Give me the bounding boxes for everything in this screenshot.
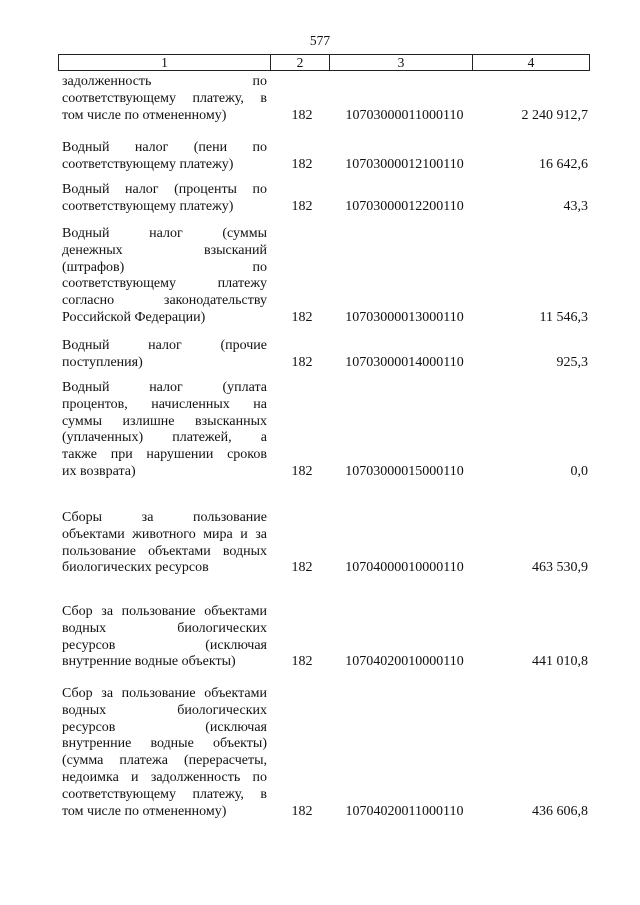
row-description-line: Сбор за пользование объектами [62, 686, 267, 701]
row-description-line: соответствующему платежу [62, 276, 267, 292]
header-col-4: 4 [527, 55, 535, 70]
row-description-line: внутренние водные объекты) [62, 736, 267, 752]
row-description-line: соответствующему платежу, в [62, 90, 267, 106]
row-description-line: соответствующему платежу, в [62, 786, 267, 802]
row-description [62, 510, 267, 577]
row-classification-code: 10703000011000110 [345, 107, 464, 123]
row-amount: 11 546,3 [539, 309, 588, 325]
row-classification-code: 10703000012200110 [345, 198, 464, 214]
row-admin-code: 182 [291, 354, 313, 370]
row-admin-code: 182 [291, 654, 313, 670]
table-row [62, 74, 590, 124]
row-description-line: денежных взысканий [62, 242, 267, 258]
row-description-line: Водный налог (суммы [62, 226, 267, 241]
row-classification-code: 10704020011000110 [345, 803, 464, 819]
table-row [62, 140, 590, 174]
row-description [62, 686, 267, 820]
table-row [62, 338, 590, 372]
header-col-1: 1 [59, 55, 271, 70]
table-row [62, 686, 590, 820]
row-amount: 463 530,9 [532, 560, 588, 576]
row-description-line: (уплаченных) платежей, а [62, 430, 267, 446]
row-admin-code: 182 [291, 107, 313, 123]
row-classification-code: 10703000015000110 [345, 463, 464, 479]
row-admin-code: 182 [291, 463, 313, 479]
row-description-line: Водный налог (прочие [62, 338, 267, 353]
row-amount: 436 606,8 [532, 803, 588, 819]
row-description-line: том числе по отмененному) [62, 107, 227, 123]
row-description [62, 604, 267, 671]
table-row [62, 604, 590, 671]
row-description-line: том числе по отмененному) [62, 803, 227, 819]
row-description-line: внутренние водные объекты) [62, 654, 236, 670]
table-header [58, 54, 590, 71]
table-row [62, 510, 590, 577]
row-description-line: Российской Федерации) [62, 309, 206, 325]
row-classification-code: 10703000012100110 [345, 156, 464, 172]
row-description-line: соответствующему платежу) [62, 156, 234, 172]
row-classification-code: 10703000014000110 [345, 354, 464, 370]
row-description-line: водных биологических [62, 702, 267, 718]
header-col-2: 2 [271, 55, 330, 70]
row-description [62, 140, 267, 174]
row-description-line: пользование объектами водных [62, 543, 267, 559]
row-classification-code: 10704000010000110 [345, 560, 464, 576]
row-amount: 2 240 912,7 [521, 107, 588, 123]
row-description-line: суммы излишне взысканных [62, 413, 267, 429]
row-admin-code: 182 [291, 560, 313, 576]
table-row [62, 380, 590, 481]
row-amount: 925,3 [556, 354, 588, 370]
row-description [62, 380, 267, 481]
row-classification-code: 10703000013000110 [345, 309, 464, 325]
row-description-line: Сборы за пользование [62, 510, 267, 525]
row-description-line: согласно законодательству [62, 293, 267, 309]
row-description [62, 74, 267, 124]
table-row [62, 182, 590, 216]
row-classification-code: 10704020010000110 [345, 654, 464, 670]
row-description-line: объектами животного мира и за [62, 526, 267, 542]
row-description [62, 338, 267, 372]
row-description-line: Водный налог (уплата [62, 380, 267, 395]
page-number: 577 [309, 33, 331, 48]
row-description-line: (сумма платежа (перерасчеты, [62, 753, 267, 769]
row-amount: 441 010,8 [532, 654, 588, 670]
row-description-line: Водный налог (пени по [62, 140, 267, 155]
row-description-line: их возврата) [62, 463, 136, 479]
row-description [62, 182, 267, 216]
row-description-line: Сбор за пользование объектами [62, 604, 267, 619]
row-amount: 16 642,6 [539, 156, 588, 172]
row-description [62, 226, 267, 327]
row-description-line: ресурсов (исключая [62, 719, 267, 735]
header-col-3: 3 [330, 55, 473, 70]
row-admin-code: 182 [291, 803, 313, 819]
row-description-line: биологических ресурсов [62, 560, 209, 576]
row-admin-code: 182 [291, 309, 313, 325]
table-row [62, 226, 590, 327]
row-amount: 0,0 [570, 463, 588, 479]
row-description-line: ресурсов (исключая [62, 637, 267, 653]
row-description-line: также при нарушении сроков [62, 447, 267, 463]
row-admin-code: 182 [291, 156, 313, 172]
row-description-line: поступления) [62, 354, 143, 370]
row-amount: 43,3 [563, 198, 588, 214]
row-description-line: недоимка и задолженность по [62, 769, 267, 785]
row-description-line: (штрафов) по [62, 259, 267, 275]
row-description-line: Водный налог (проценты по [62, 182, 267, 197]
row-description-line: процентов, начисленных на [62, 396, 267, 412]
row-admin-code: 182 [291, 198, 313, 214]
row-description-line: водных биологических [62, 620, 267, 636]
row-description-line: соответствующему платежу) [62, 198, 234, 214]
row-description-line: задолженность по [62, 74, 267, 89]
